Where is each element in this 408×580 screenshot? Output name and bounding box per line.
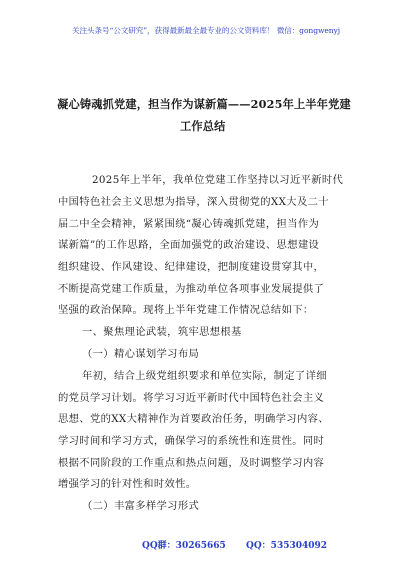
body-line: 年初，结合上级党组织要求和单位实际，制定了详细 [82,370,327,382]
header-banner: 关注头条号“公文研究”，获得最新最全最专业的公文资料库！ 微信：gongwenyj [71,26,340,35]
body-line: 不断提高党建工作质量，为推动单位各项事业发展提供了 [58,283,325,295]
body-line: 根据不同阶段的工作重点和热点问题，及时调整学习内容 [58,457,325,469]
body-line: 组织建设、作风建设、纪律建设，把制度建设贯穿其中， [58,261,325,273]
body-line: 学习时间和学习方式，确保学习的系统性和连贯性。同时 [58,435,325,447]
body-line: 坚强的政治保障。现将上半年党建工作情况总结如下： [58,304,314,316]
body-line: 届二中全会精神，紧紧围绕“凝心铸魂抓党建，担当作为 [58,218,320,230]
body-line: 增强学习的针对性和时效性。 [58,478,197,490]
body-line: 谋新篇”的工作思路，全面加强党的政治建设、思想建设 [58,239,320,251]
footer-contact [0,538,408,554]
document-title-line-1: 凝心铸魂抓党建，担当作为谋新篇——2025年上半年党建 [57,97,351,111]
subsection-heading: （一）精心谋划学习布局 [82,348,200,360]
body-line: 2025年上半年，我单位党建工作坚持以习近平新时代 [92,174,344,186]
document-title-line-2: 工作总结 [180,119,226,133]
qq-group-number: QQ群：30265665 [142,541,226,551]
body-line: 的党员学习计划。将学习习近平新时代中国特色社会主义 [58,392,325,404]
qq-number: QQ：535304092 [246,541,328,551]
body-line: 中国特色社会主义思想为指导，深入贯彻党的XX大及二十 [58,196,329,208]
subsection-heading: （二）丰富多样学习形式 [82,500,200,512]
body-line: 思想、党的XX大精神作为首要政治任务，明确学习内容、 [58,413,329,425]
section-heading: 一、聚焦理论武装，筑牢思想根基 [82,326,242,338]
